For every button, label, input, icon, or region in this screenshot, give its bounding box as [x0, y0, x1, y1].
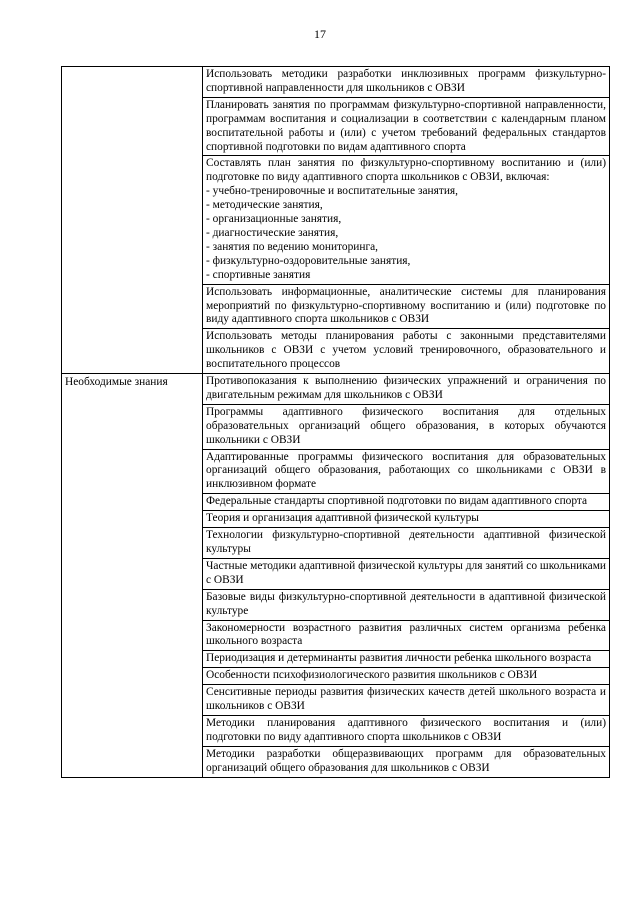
knowledge-label-cell	[62, 685, 203, 716]
table-row	[62, 685, 610, 716]
knowledge-text: Базовые виды физкультурно-спортивной деятельности в адаптивной физической культуре	[203, 589, 610, 620]
knowledge-text: Методики планирования адаптивного физического воспитания и (или) подготовки по виду адаптивного спорта школьников с ОВЗИ	[203, 715, 610, 746]
knowledge-text: Особенности психофизиологического развития школьников с ОВЗИ	[203, 668, 610, 685]
list-item: - диагностические занятия,	[206, 226, 339, 239]
knowledge-label: Необходимые знания	[62, 374, 203, 405]
knowledge-label-cell	[62, 746, 203, 777]
table-row	[62, 284, 610, 329]
knowledge-text: Закономерности возрастного развития различных систем организма ребенка школьного возраста	[203, 620, 610, 651]
table-row	[62, 494, 610, 511]
knowledge-text: Методики разработки общеразвивающих программ для образовательных организаций общего образования для школьников с ОВЗИ	[203, 746, 610, 777]
table-row	[62, 404, 610, 449]
knowledge-text: Технологии физкультурно-спортивной деятельности адаптивной физической культуры	[203, 528, 610, 559]
skill-text: Использовать информационные, аналитические системы для планирования мероприятий по физкультурно-спортивному воспитанию и (или) подготовке по виду адаптивного спорта школьников с ОВЗИ	[203, 284, 610, 329]
knowledge-label-cell	[62, 404, 203, 449]
table-row	[62, 329, 610, 374]
table-row	[62, 558, 610, 589]
knowledge-text: Программы адаптивного физического воспитания для отдельных образовательных организаций общего образования, в которых обучаются школьники с ОВЗИ	[203, 404, 610, 449]
list-item: - методические занятия,	[206, 199, 323, 212]
skill-intro: Составлять план занятия по физкультурно-спортивному воспитанию и (или) подготовке по виду адаптивного спорта школьников с ОВЗИ, включая:	[206, 157, 606, 184]
table-row	[62, 746, 610, 777]
knowledge-label-cell	[62, 558, 203, 589]
skill-text: Использовать методы планирования работы с законными представителями школьников с ОВЗИ с учетом условий тренировочного, образовательного и воспитательного процессов	[203, 329, 610, 374]
table-row	[62, 449, 610, 494]
knowledge-text: Адаптированные программы физического воспитания для образовательных организаций общего образования, работающих со школьниками с ОВЗИ в инклюзивном формате	[203, 449, 610, 494]
list-item: - учебно-тренировочные и воспитательные занятия,	[206, 185, 458, 198]
list-item: - физкультурно-оздоровительные занятия,	[206, 254, 411, 267]
knowledge-text: Частные методики адаптивной физической культуры для занятий со школьниками с ОВЗИ	[203, 558, 610, 589]
list-item: - спортивные занятия	[206, 268, 311, 281]
table-row	[62, 156, 610, 284]
knowledge-label-cell	[62, 668, 203, 685]
skill-text: Использовать методики разработки инклюзивных программ физкультурно-спортивной направленности для школьников с ОВЗИ	[203, 67, 610, 98]
table-row	[62, 651, 610, 668]
list-item: - организационные занятия,	[206, 213, 342, 226]
skill-text: Планировать занятия по программам физкультурно-спортивной направленности, программам воспитания и социализации в соответствии с календарным планом воспитательной работы и (или) с учетом требований федеральных стандартов спортивной подготовки по видам адаптивного спорта	[203, 97, 610, 156]
skills-label-cell	[62, 97, 203, 156]
knowledge-text: Периодизация и детерминанты развития личности ребенка школьного возраста	[203, 651, 610, 668]
table-row	[62, 715, 610, 746]
knowledge-label-cell	[62, 494, 203, 511]
table-row	[62, 668, 610, 685]
knowledge-text: Противопоказания к выполнению физических упражнений и ограничения по двигательным режимам для школьников с ОВЗИ	[203, 374, 610, 405]
skills-label-cell	[62, 284, 203, 329]
table-row	[62, 374, 610, 405]
skills-label-cell	[62, 67, 203, 98]
table-row	[62, 589, 610, 620]
knowledge-label-cell	[62, 651, 203, 668]
list-item: - занятия по ведению мониторинга,	[206, 240, 379, 253]
table-row	[62, 511, 610, 528]
knowledge-text: Теория и организация адаптивной физической культуры	[203, 511, 610, 528]
knowledge-label-cell	[62, 449, 203, 494]
knowledge-label-cell	[62, 528, 203, 559]
knowledge-label-cell	[62, 715, 203, 746]
requirements-table	[61, 66, 610, 778]
knowledge-text: Сенситивные периоды развития физических качеств детей школьного возраста и школьников с ОВЗИ	[203, 685, 610, 716]
knowledge-label-cell	[62, 589, 203, 620]
table-row	[62, 67, 610, 98]
page-number: 17	[314, 27, 326, 41]
skills-label-cell	[62, 329, 203, 374]
table-row	[62, 620, 610, 651]
skills-label-cell	[62, 156, 203, 284]
knowledge-label-cell	[62, 511, 203, 528]
table-row	[62, 528, 610, 559]
table-row	[62, 97, 610, 156]
skill-text-with-list	[203, 156, 610, 284]
knowledge-text: Федеральные стандарты спортивной подготовки по видам адаптивного спорта	[203, 494, 610, 511]
knowledge-label-cell	[62, 620, 203, 651]
